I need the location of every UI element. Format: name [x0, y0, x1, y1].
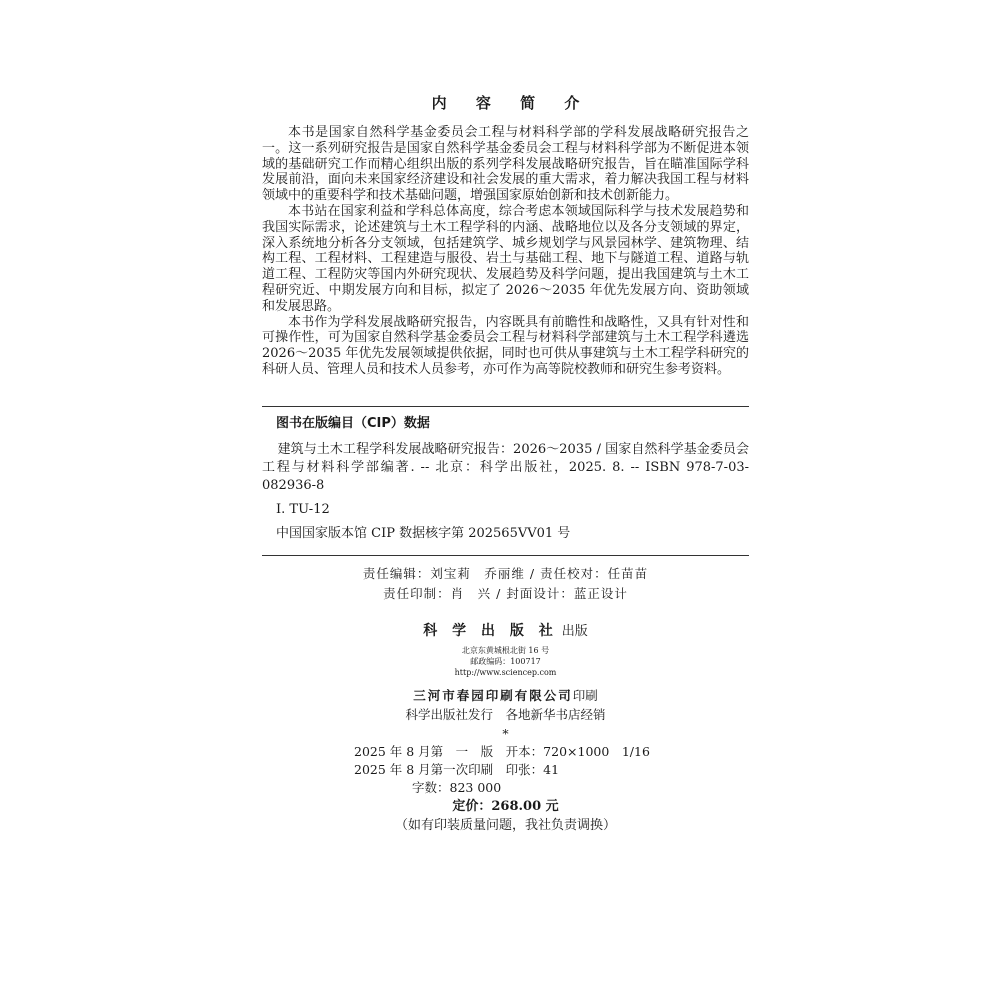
cip-entry: 建筑与土木工程学科发展战略研究报告：2026～2035 / 国家自然科学基金委员会工程与材料科学部编著. -- 北京：科学出版社，2025. 8. -- ISBN 978-7-03-082936-8	[262, 441, 749, 493]
intro-title: 内 容 简 介	[431, 94, 592, 112]
publisher-address: 北京东黄城根北街 16 号	[461, 645, 550, 655]
edition-specs	[262, 743, 749, 797]
credits-block	[262, 564, 749, 604]
cip-block	[262, 407, 749, 555]
cip-bottom-rule	[262, 555, 749, 556]
separator-asterisk: *	[502, 725, 509, 741]
credits-editors: 责任编辑：刘宝莉 乔丽维 / 责任校对：任苗苗	[362, 565, 649, 581]
intro-paragraph-2: 本书站在国家利益和学科总体高度，综合考虑本领域国际科学与技术发展趋势和我国实际需求，论述建筑与土木工程学科的内涵、战略地位以及各分支领域的界定，深入系统地分析各分支领域，包括建筑学、城乡规划学与风景园林学、建筑物理、结构工程、工程材料、工程建造与服役、岩土与基础工程、地下与隧道工程、道路与轨道工程、工程防灾等国内外研究现状、发展趋势及科学问题，提出我国建筑与土木工程研究近、中期发展方向和目标，拟定了 2026～2035 年优先发展方向、资助领域和发展思路。	[262, 203, 749, 314]
printer-name: 三河市春园印刷有限公司	[413, 687, 573, 703]
printer-suffix: 印刷	[572, 687, 598, 703]
intro-body	[262, 125, 749, 378]
printer-line	[262, 686, 749, 705]
price-line: 定价：268.00 元	[452, 798, 559, 814]
word-count-line: 字数：823 000	[412, 779, 502, 795]
publisher-postcode: 邮政编码：100717	[470, 656, 541, 666]
publisher-suffix: 出版	[561, 623, 588, 639]
publisher-website: http://www.sciencep.com	[454, 667, 557, 677]
printing-line: 2025 年 8 月第一次印刷 印张：41	[354, 761, 560, 777]
cip-heading: 图书在版编目（CIP）数据	[276, 415, 430, 431]
publisher-line	[262, 620, 749, 640]
quality-note: （如有印装质量问题，我社负责调换）	[394, 817, 616, 833]
distribution-line: 科学出版社发行 各地新华书店经销	[405, 706, 606, 722]
cip-record-number: 中国国家版本馆 CIP 数据核字第 202565VV01 号	[276, 525, 571, 541]
publisher-name: 科 学 出 版 社	[423, 622, 558, 639]
intro-paragraph-1: 本书是国家自然科学基金委员会工程与材料科学部的学科发展战略研究报告之一。这一系列研究报告是国家自然科学基金委员会工程与材料科学部为不断促进本领域的基础研究工作而精心组织出版的系列学科发展战略研究报告，旨在瞄准国际学科发展前沿，面向未来国家经济建设和社会发展的重大需求，着力解决我国工程与材料领域中的重要科学和技术基础问题，增强国家原始创新和技术创新能力。	[262, 125, 749, 204]
copyright-page	[262, 92, 749, 836]
intro-paragraph-3: 本书作为学科发展战略研究报告，内容既具有前瞻性和战略性，又具有针对性和可操作性，可为国家自然科学基金委员会工程与材料科学部建筑与土木工程学科遴选 2026～2035 年优先发展领域提供依据，同时也可供从事建筑与土木工程学科研究的科研人员、管理人员和技术人员参考，亦可作为高等院校教师和研究生参考资料。	[262, 314, 749, 377]
publisher-contact	[262, 645, 749, 678]
cip-classification: Ⅰ. TU-12	[276, 501, 330, 517]
credits-production: 责任印制：肖 兴 / 封面设计：蓝正设计	[383, 585, 628, 601]
edition-line: 2025 年 8 月第 一 版 开本：720×1000 1/16	[354, 743, 650, 759]
